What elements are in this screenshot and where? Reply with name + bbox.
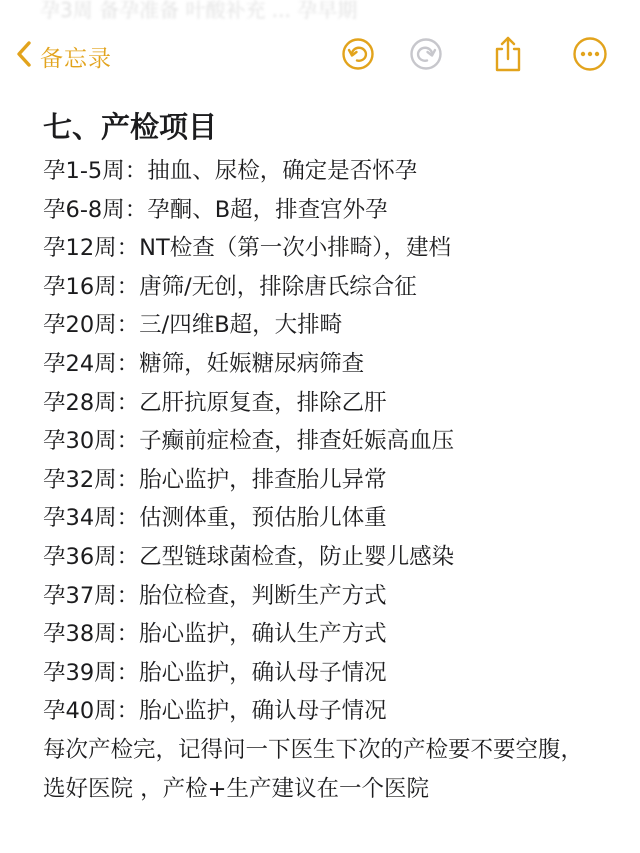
note-line: 孕32周：胎心监护，排查胎儿异常 bbox=[43, 466, 387, 493]
note-line: 孕40周：胎心监护，确认母子情况 bbox=[43, 698, 387, 725]
redo-button[interactable] bbox=[408, 38, 444, 74]
back-label: 备忘录 bbox=[40, 45, 112, 72]
note-heading: 七、产检项目 bbox=[43, 110, 218, 144]
more-button[interactable] bbox=[572, 38, 608, 74]
note-line: 孕1-5周：抽血、尿检，确定是否怀孕 bbox=[43, 158, 418, 184]
note-line: 孕28周：乙肝抗原复查，排除乙肝 bbox=[43, 389, 387, 416]
note-line: 孕37周：胎位检查，判断生产方式 bbox=[43, 582, 387, 609]
note-line: 孕16周：唐筛/无创，排除唐氏综合征 bbox=[43, 273, 417, 300]
undo-icon bbox=[341, 37, 375, 75]
navigation-bar bbox=[0, 24, 640, 88]
note-line: 孕38周：胎心监护，确认生产方式 bbox=[43, 621, 387, 648]
back-button[interactable] bbox=[16, 36, 112, 76]
note-line: 孕30周：子癫前症检查，排查妊娠高血压 bbox=[43, 428, 455, 455]
more-icon bbox=[572, 36, 608, 76]
redo-icon bbox=[409, 37, 443, 75]
note-line: 孕36周：乙型链球菌检查，防止婴儿感染 bbox=[43, 543, 455, 570]
chevron-left-icon bbox=[16, 40, 32, 72]
note-line: 孕6-8周：孕酮、B超，排查宫外孕 bbox=[43, 196, 388, 223]
note-footer: 每次产检完，记得问一下医生下次的产检要不要空腹，选好医院 ，产检+生产建议在一个医院 bbox=[43, 736, 584, 802]
note-line: 孕24周：糖筛，妊娠糖尿病筛查 bbox=[43, 350, 365, 377]
note-line: 孕12周：NT检查（第一次小排畸），建档 bbox=[43, 235, 451, 262]
note-line: 孕34周：估测体重，预估胎儿体重 bbox=[43, 505, 387, 532]
share-button[interactable] bbox=[490, 38, 526, 74]
scrolled-ghost-text: 孕3周 备孕准备 叶酸补充 ... 孕早期 bbox=[40, 0, 358, 22]
share-icon bbox=[491, 35, 525, 77]
undo-button[interactable] bbox=[340, 38, 376, 74]
note-line: 孕20周：三/四维B超，大排畸 bbox=[43, 312, 343, 339]
note-line: 孕39周：胎心监护，确认母子情况 bbox=[43, 659, 387, 686]
note-body[interactable] bbox=[43, 104, 613, 809]
